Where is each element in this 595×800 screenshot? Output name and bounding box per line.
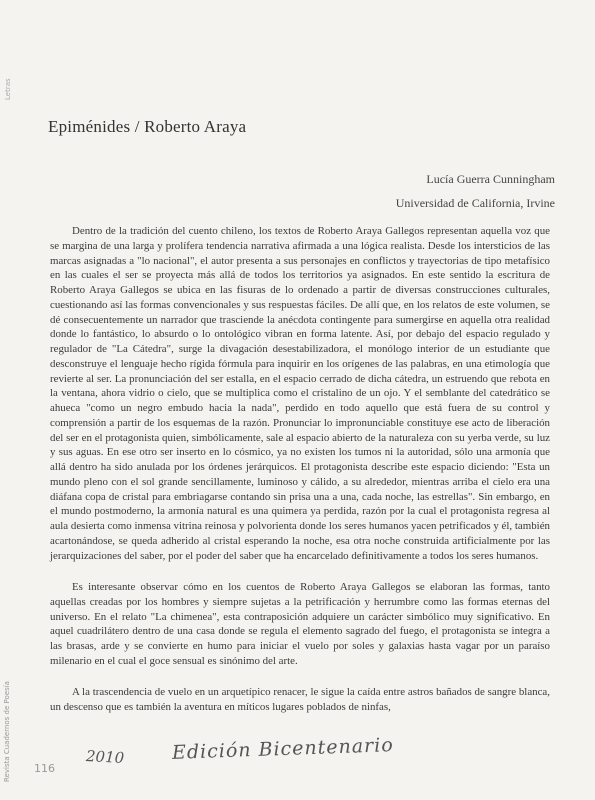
- paragraph-text: Dentro de la tradición del cuento chileno, los textos de Roberto Araya Gallegos representan aquella voz que se margina de una larga y prolífera tendencia narrativa afirmada a una lógica realista. Desde los intersticios de las marcas asignadas a "lo nacional", el autor presenta a sus personajes en conflictos y trayectorias de tipo metafísico en las cuales el ser se proyecta más allá de todos los territorios ya asignados. En este sentido la escritura de Roberto Araya Gallegos se ubica en las fisuras de lo ordenado a partir de diversas construcciones culturales, cuestionando así las formas convencionales y sus respuestas fáciles. De allí que, en los relatos de este volumen, se dé consecuentemente un narrador que trasciende la anécdota contingente para sumergirse en aquella otra realidad donde lo fantástico, lo absurdo o lo ontológico vibran en forma latente. Así, por debajo del espacio regulado y regulador de "La Cátedra", surge la divagación desestabilizadora, el monólogo interior de un estudiante que desconstruye el lenguaje hecho rígida fórmula para inquirir en los orígenes de las palabras, en una etimología que revierte al ser. La pronunciación del ser estalla, en el espacio cerrado de dicha cátedra, un estruendo que rebota en la ventana, ahora vidrio o cielo, que se multiplica como el cristalino de un ojo. Y el semblante del catedrático se ahueca "como un negro embudo hacia la nada", perdido en todo aquello que está fuera de su control y comprensión a partir de los esquemas de la razón. Pronunciar lo impronunciable constituye ese acto de liberación del ser en el protagonista quien, simbólicamente, sale al espacio abierto de la naturaleza con su yerba verde, su luz y sus aguas. En ese otro ser inserto en lo cósmico, ya no existen los tumos ni la autoridad, sólo una armonía que allá dentro ha sido anulada por los órdenes jerárquicos. El protagonista describe este espacio diciendo: "Esta un mundo pleno con el sol grande sencillamente, luminoso y cálido, a su alrededor, mientras arriba el cielo era una diáfana copa de cristal para embriagarse contando sin prisa una a una, cada noche, las estrellas". Sin embargo, en el mundo postmoderno, la armonía natural es una quimera ya perdida, razón por la cual el protagonista regresa al aula desierta como inmensa vitrina reinosa y polvorienta donde los seres humanos yacen petrificados y él, también acartonándose, se queda adherido al cristal esperando la noche, esa otra noche construida artificialmente por las jerarquizaciones del saber, por el poder del saber que ha encarcelado definitivamente a todos los seres humanos.: [50, 225, 550, 562]
- body-paragraph-2: [50, 580, 550, 669]
- page-number: 116: [34, 762, 55, 775]
- handwritten-note: Edición Bicentenario: [171, 734, 395, 764]
- side-margin-label-top: Letras: [4, 78, 12, 100]
- body-paragraph-3: [50, 685, 550, 715]
- author-name: Lucía Guerra Cunningham: [426, 172, 555, 186]
- handwritten-year: 2010: [85, 747, 125, 767]
- paragraph-text: A la trascendencia de vuelo en un arquetípico renacer, le sigue la caída entre astros bañados de sangre blanca, un descenso que es también la aventura en míticos lugares poblados de ninfas,: [50, 686, 550, 713]
- author-affiliation: Universidad de California, Irvine: [395, 196, 555, 210]
- paragraph-text: Es interesante observar cómo en los cuentos de Roberto Araya Gallegos se elaboran las formas, tanto aquellas creadas por los hombres y siempre sujetas a la petrificación y herrumbre como las formas eternas del universo. En el relato "La chimenea", esta contraposición adquiere un carácter simbólico muy significativo. En aquel cuadrilátero dentro de una casa donde se regula el elemento sagrado del fuego, el protagonista se integra a las brasas, arde y se convierte en humo para iniciar el vuelo por soles y galaxias hasta vagar por un paraíso milenario en el cual el goce sensual es sinónimo del arte.: [50, 581, 550, 667]
- page-title: Epiménides / Roberto Araya: [48, 117, 247, 136]
- side-margin-label: Revista Cuadernos de Poesía: [3, 681, 11, 782]
- body-paragraph-1: [50, 224, 550, 563]
